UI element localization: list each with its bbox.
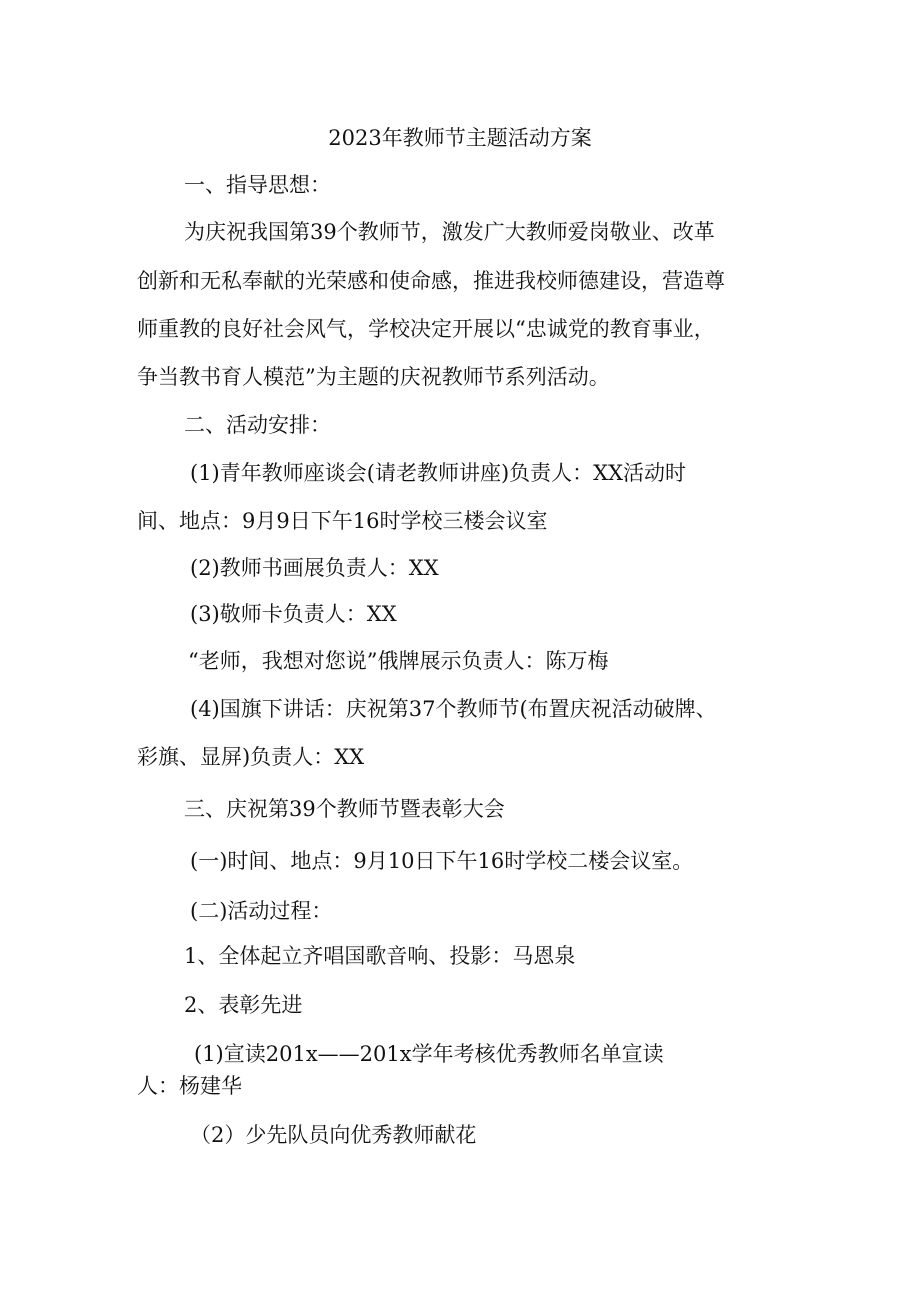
list-item: (3)敬师卡负责人：XX — [190, 602, 397, 626]
list-item: (1)青年教师座谈会(请老教师讲座)负责人：XX活动时 — [190, 461, 687, 485]
paragraph-line: 争当教书育人模范”为主题的庆祝教师节系列活动。 — [137, 365, 610, 389]
list-item: (一)时间、地点：9月10日下午16时学校二楼会议室。 — [190, 849, 694, 873]
list-item-continuation: 人：杨建华 — [137, 1074, 242, 1098]
list-item: (2)教师书画展负责人：XX — [190, 556, 439, 580]
list-item: (1)宣读201x——201x学年考核优秀教师名单宣读 — [194, 1042, 664, 1066]
list-item: (4)国旗下讲话：庆祝第37个教师节(布置庆祝活动破牌、 — [190, 697, 717, 721]
paragraph-line: 为庆祝我国第39个教师节，激发广大教师爱岗敬业、改革 — [184, 220, 715, 244]
list-item: “老师，我想对您说”俄牌展示负责人：陈万梅 — [188, 649, 609, 673]
heading-celebration-meeting: 三、庆祝第39个教师节暨表彰大会 — [184, 797, 505, 821]
heading-activity-arrangement: 二、活动安排： — [184, 413, 331, 437]
document-title: 2023年教师节主题活动方案 — [328, 126, 592, 150]
list-item: （2）少先队员向优秀教师献花 — [190, 1123, 477, 1147]
heading-guiding-thought: 一、指导思想： — [184, 173, 331, 197]
list-item: 2、表彰先进 — [184, 993, 303, 1017]
list-item: (二)活动过程： — [190, 899, 333, 923]
list-item-continuation: 间、地点：9月9日下午16时学校三楼会议室 — [137, 509, 548, 533]
list-item-continuation: 彩旗、显屏)负责人：XX — [137, 745, 365, 769]
paragraph-line: 师重教的良好社会风气，学校决定开展以“忠诚党的教育事业， — [137, 317, 715, 341]
paragraph-line: 创新和无私奉献的光荣感和使命感，推进我校师德建设，营造尊 — [137, 269, 725, 293]
list-item: 1、全体起立齐唱国歌音响、投影：马恩泉 — [184, 944, 576, 968]
